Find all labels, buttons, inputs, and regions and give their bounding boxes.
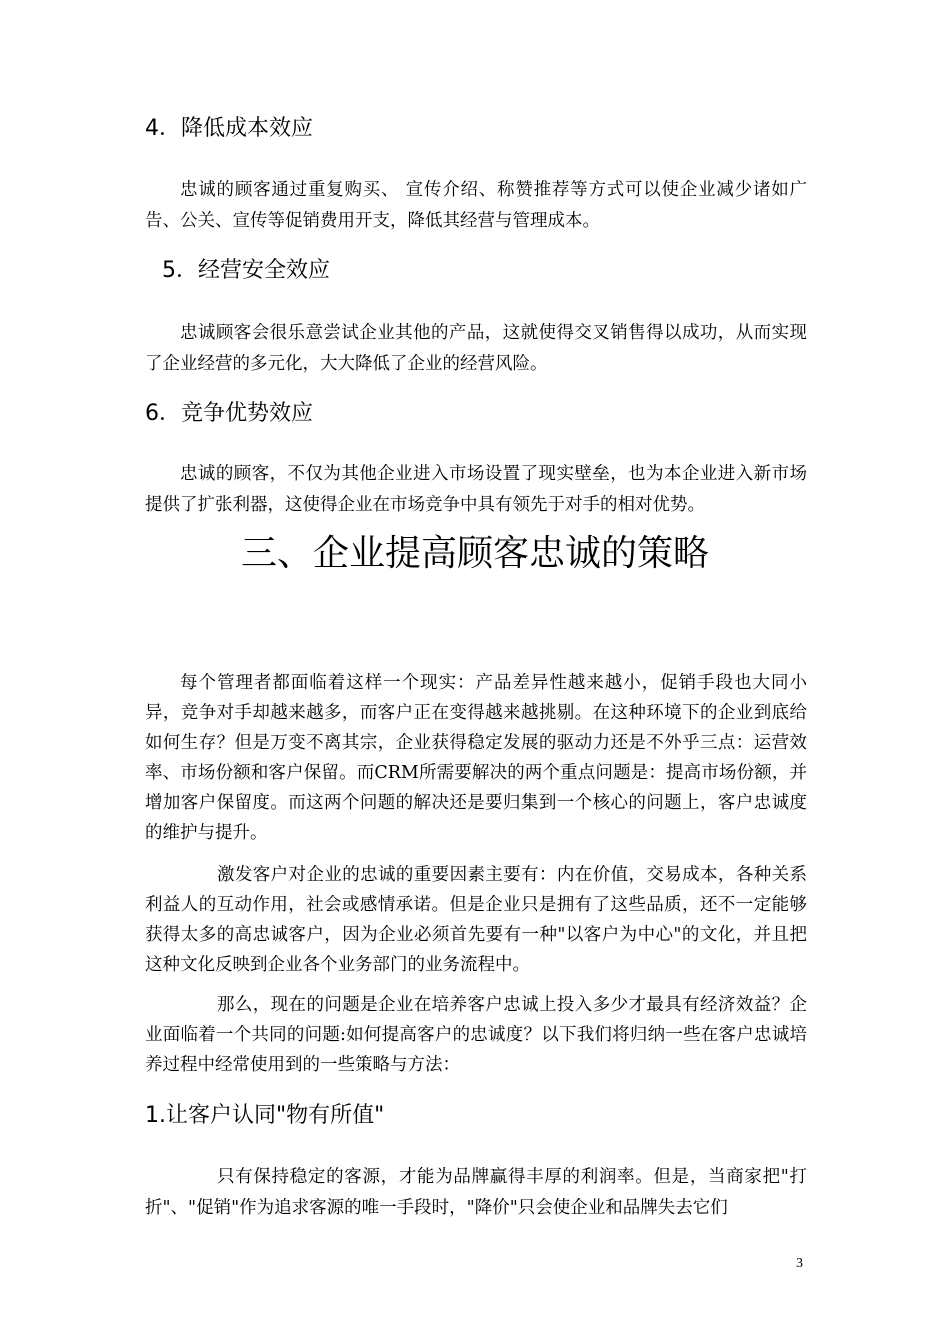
page-number: 3 — [796, 1256, 803, 1271]
chapter-paragraph-2: 激发客户对企业的忠诚的重要因素主要有：内在价值，交易成本，各种关系利益人的互动作用，社会或感情承诺。但是企业只是拥有了这些品质，还不一定能够获得太多的高忠诚客户，因为企业必须首先要有一种"以客户为中心"的文化，并且把这种文化反映到企业各个业务部门的业务流程中。 — [145, 865, 807, 975]
subsection-body-1: 只有保持稳定的客源，才能为品牌赢得丰厚的利润率。但是，当商家把"打折"、"促销"作为追求客源的唯一手段时，"降价"只会使企业和品牌失去它们 — [145, 1167, 807, 1218]
section-heading-5: 5．经营安全效应 — [162, 258, 330, 283]
section-body-4: 忠诚的顾客通过重复购买、 宣传介绍、称赞推荐等方式可以使企业减少诸如广告、公关、宣传等促销费用开支，降低其经营与管理成本。 — [145, 180, 807, 231]
section-heading-6: 6．竞争优势效应 — [145, 401, 313, 426]
subsection-heading-1: 1.让客户认同"物有所值" — [145, 1103, 385, 1128]
chapter-title: 三、企业提高顾客忠诚的策略 — [240, 533, 709, 574]
section-body-5: 忠诚顾客会很乐意尝试企业其他的产品，这就使得交叉销售得以成功，从而实现了企业经营的多元化，大大降低了企业的经营风险。 — [145, 323, 807, 374]
section-heading-4: 4．降低成本效应 — [145, 116, 313, 141]
section-body-6: 忠诚的顾客，不仅为其他企业进入市场设置了现实壁垒，也为本企业进入新市场提供了扩张利器，这使得企业在市场竞争中具有领先于对手的相对优势。 — [145, 464, 807, 515]
chapter-paragraph-3: 那么，现在的问题是企业在培养客户忠诚上投入多少才最具有经济效益？企业面临着一个共同的问题:如何提高客户的忠诚度？以下我们将归纳一些在客户忠诚培养过程中经常使用到的一些策略与方法： — [145, 995, 807, 1075]
chapter-paragraph-1: 每个管理者都面临着这样一个现实：产品差异性越来越小，促销手段也大同小异，竞争对手却越来越多，而客户正在变得越来越挑剔。在这种环境下的企业到底给如何生存？但是万变不离其宗，企业获得稳定发展的驱动力还是不外乎三点：运营效率、市场份额和客户保留。而CRM所需要解决的两个重点问题是：提高市场份额，并增加客户保留度。而这两个问题的解决还是要归集到一个核心的问题上，客户忠诚度的维护与提升。 — [145, 673, 807, 843]
